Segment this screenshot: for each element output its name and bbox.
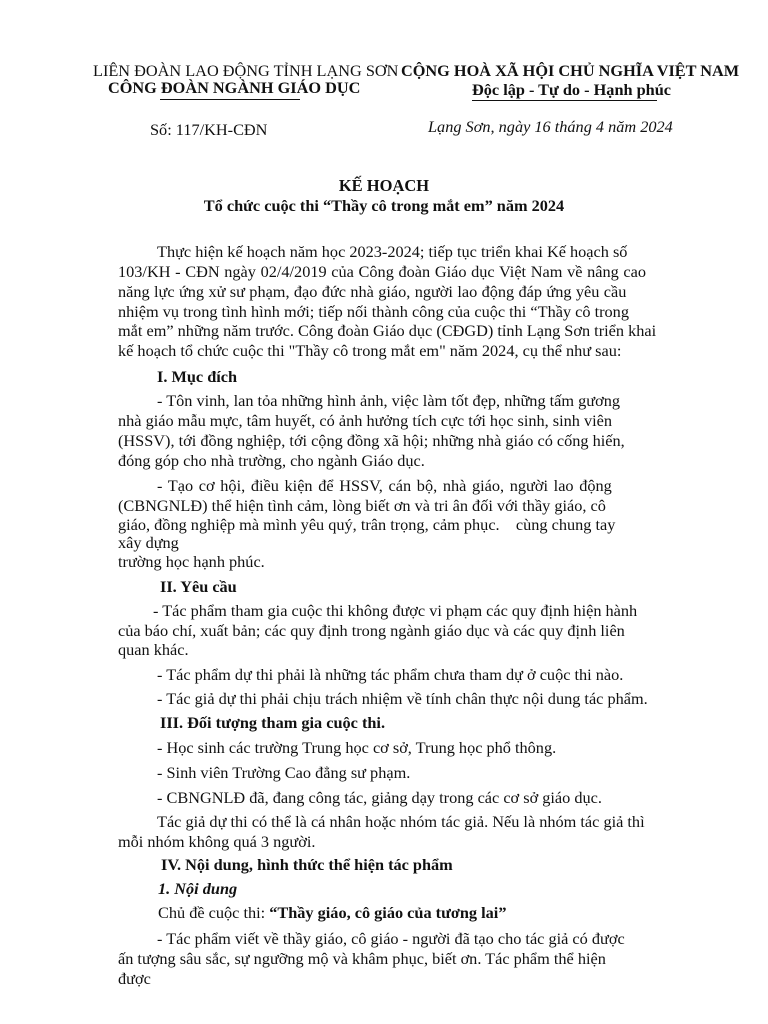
section3-item: - Học sinh các trường Trung học cơ sở, Trung học phổ thông. [157, 738, 557, 757]
section3-note-line: Tác giả dự thi có thể là cá nhân hoặc nhóm tác giả. Nếu là nhóm tác giả thì [157, 812, 645, 831]
section4-p1-line: - Tác phẩm viết về thầy giáo, cô giáo - người đã tạo cho tác giả có được [157, 929, 625, 948]
section1-p1-line: - Tôn vinh, lan tỏa những hình ảnh, việc làm tốt đẹp, những tấm gương [157, 391, 620, 410]
section1-p2-line: - Tạo cơ hội, điều kiện để HSSV, cán bộ, nhà giáo, người lao động [157, 476, 612, 495]
intro-line: mắt em” những năm trước. Công đoàn Giáo dục (CĐGD) tỉnh Lạng Sơn triển khai [118, 321, 657, 340]
intro-line: Thực hiện kế hoạch năm học 2023-2024; tiếp tục triển khai Kế hoạch số [157, 242, 628, 261]
doc-title: KẾ HOẠCH [338, 176, 430, 195]
section3-item: - CBNGNLĐ đã, đang công tác, giảng dạy trong các cơ sở giáo dục. [157, 788, 602, 807]
section3-item: - Sinh viên Trường Cao đẳng sư phạm. [157, 763, 411, 782]
section1-p1-line: đóng góp cho nhà trường, cho ngành Giáo dục. [118, 451, 425, 470]
section2-p1-line: của báo chí, xuất bản; các quy định trong ngành giáo dục và các quy định liên [118, 621, 625, 640]
contest-theme-title: “Thầy giáo, cô giáo của tương lai” [269, 903, 507, 922]
place-date-prefix: Lạng Sơn, ngày [428, 117, 535, 136]
section1-p2-line: (CBNGNLĐ) thể hiện tình cảm, lòng biết ơn và tri ân đối với thầy giáo, cô [118, 496, 606, 515]
section2-p3: - Tác giả dự thi phải chịu trách nhiệm về tính chân thực nội dung tác phẩm. [157, 689, 648, 708]
intro-line: nhiệm vụ trong tình hình mới; tiếp nối thành công của cuộc thi “Thầy cô trong [118, 302, 629, 321]
org-parent: LIÊN ĐOÀN LAO ĐỘNG TỈNH LẠNG SƠN [93, 61, 399, 80]
section-heading-1: I. Mục đích [157, 367, 238, 386]
doc-number: Số: 117/KH-CĐN [150, 120, 268, 139]
section2-p1-line: quan khác. [118, 640, 189, 659]
section3-note-line: mỗi nhóm không quá 3 người. [118, 832, 316, 851]
section2-p2: - Tác phẩm dự thi phải là những tác phẩm chưa tham dự ở cuộc thi nào. [157, 665, 624, 684]
place-date-suffix: tháng 4 năm 2024 [550, 117, 673, 136]
intro-line: năng lực ứng xử sư phạm, đạo đức nhà giáo, người lao động đáp ứng yêu cầu [118, 282, 627, 301]
section1-p2-line: xây dựng [118, 533, 179, 552]
motto: Độc lập - Tự do - Hạnh phúc [472, 80, 672, 99]
section1-p2-line: trường học hạnh phúc. [118, 552, 265, 571]
contest-theme [158, 903, 506, 922]
intro-line: 103/KH - CĐN ngày 02/4/2019 của Công đoàn Giáo dục Việt Nam về nâng cao [118, 262, 647, 281]
section4-p1-line: được [118, 969, 151, 988]
section1-p2-line: giáo, đồng nghiệp mà mình yêu quý, trân trọng, cảm phục. cùng chung tay [118, 515, 616, 534]
section4-p1-line: ấn tượng sâu sắc, sự ngưỡng mộ và khâm phục, biết ơn. Tác phẩm thể hiện [118, 949, 606, 968]
motto-underline [472, 100, 657, 101]
country-name: CỘNG HOÀ XÃ HỘI CHỦ NGHĨA VIỆT NAM [401, 61, 740, 80]
section1-p1-line: nhà giáo mẫu mực, tâm huyết, có ảnh hưởng tích cực tới học sinh, sinh viên [118, 411, 613, 430]
date-day: 16 [534, 117, 551, 136]
section-heading-4: IV. Nội dung, hình thức thể hiện tác phẩm [161, 855, 453, 874]
doc-subtitle: Tổ chức cuộc thi “Thầy cô trong mắt em” năm 2024 [203, 196, 565, 215]
section-heading-2: II. Yêu cầu [160, 577, 237, 596]
section-heading-3: III. Đối tượng tham gia cuộc thi. [160, 713, 386, 732]
contest-theme-prefix: Chủ đề cuộc thi: [158, 903, 270, 922]
intro-line: kế hoạch tổ chức cuộc thi "Thầy cô trong mắt em" năm 2024, cụ thể như sau: [118, 341, 622, 360]
org-name: CÔNG ĐOÀN NGÀNH GIÁO DỤC [108, 78, 361, 97]
section2-p1-line: - Tác phẩm tham gia cuộc thi không được vi phạm các quy định hiện hành [153, 601, 638, 620]
place-date [428, 117, 673, 136]
subsection-content: 1. Nội dung [158, 879, 238, 898]
org-underline [160, 99, 300, 100]
section1-p1-line: (HSSV), tới đồng nghiệp, tới cộng đồng xã hội; những nhà giáo có cống hiến, [118, 431, 625, 450]
